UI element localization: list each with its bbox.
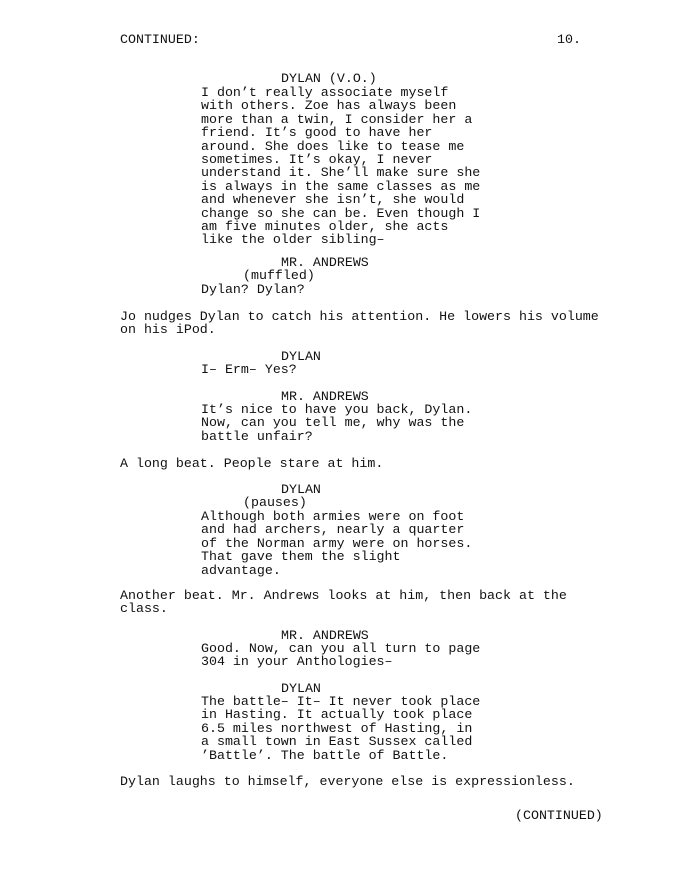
dialogue-line: The battle– It– It never took place <box>201 694 481 709</box>
character-cue: MR. ANDREWS <box>281 389 369 404</box>
action-text: A long beat. People stare at him. <box>120 456 384 471</box>
page-number: 10. <box>557 32 581 47</box>
dialogue-line: Good. Now, can you all turn to page <box>201 641 481 656</box>
parenthetical: (pauses) <box>243 495 307 510</box>
dialogue <box>201 283 491 296</box>
action-text: class. <box>120 601 168 617</box>
dialogue-line: understand it. She’ll make sure she <box>201 165 481 181</box>
action-text: Another beat. Mr. Andrews looks at him, then back at the <box>120 588 567 603</box>
dialogue-line: and had archers, nearly a quarter <box>201 522 465 538</box>
dialogue-line: I– Erm– Yes? <box>201 362 297 377</box>
parenthetical: (muffled) <box>243 268 315 283</box>
dialogue-line: friend. It’s good to have her <box>201 125 433 141</box>
dialogue-line: It’s nice to have you back, Dylan. <box>201 402 473 417</box>
action-text: Jo nudges Dylan to catch his attention. He lowers his volume <box>120 309 599 324</box>
dialogue <box>201 510 491 577</box>
character-cue: DYLAN <box>281 349 321 364</box>
dialogue-line: Although both armies were on foot <box>201 509 465 524</box>
character-cue: DYLAN <box>281 681 321 696</box>
dialogue-line: in Hasting. It actually took place <box>201 707 473 723</box>
dialogue-line: is always in the same classes as me <box>201 178 481 194</box>
action-text: on his iPod. <box>120 322 216 338</box>
dialogue-line: That gave them the slight <box>201 549 401 565</box>
action-line <box>120 310 610 337</box>
dialogue <box>201 642 491 669</box>
action-line <box>120 457 610 470</box>
dialogue-line: a small town in East Sussex called <box>201 734 473 750</box>
dialogue-line: 304 in your Anthologies– <box>201 654 393 670</box>
dialogue-line: with others. Zoe has always been <box>201 98 457 114</box>
dialogue-line: around. She does like to tease me <box>201 138 465 154</box>
character-cue: MR. ANDREWS <box>281 628 369 643</box>
dialogue-line: ’Battle’. The battle of Battle. <box>201 747 449 763</box>
dialogue-line: am five minutes older, she acts <box>201 218 449 234</box>
dialogue-line: 6.5 miles northwest of Hasting, in <box>201 720 473 736</box>
dialogue <box>201 695 491 762</box>
dialogue-line: like the older sibling– <box>201 232 385 248</box>
character-cue: MR. ANDREWS <box>281 255 369 270</box>
action-line <box>120 589 610 616</box>
dialogue <box>201 86 491 247</box>
continued-footer: (CONTINUED) <box>515 808 603 823</box>
dialogue-line: change so she can be. Even though I <box>201 205 481 221</box>
dialogue-line: of the Norman army were on horses. <box>201 535 473 551</box>
dialogue-line: Now, can you tell me, why was the <box>201 415 465 431</box>
dialogue <box>201 403 491 443</box>
dialogue-line: sometimes. It’s okay, I never <box>201 151 433 167</box>
dialogue-line: more than a twin, I consider her a <box>201 111 473 127</box>
dialogue-line: battle unfair? <box>201 428 313 444</box>
action-line <box>120 775 610 788</box>
dialogue-line: Dylan? Dylan? <box>201 282 305 297</box>
dialogue-line: I don’t really associate myself <box>201 85 449 100</box>
dialogue-line: advantage. <box>201 562 281 578</box>
action-text: Dylan laughs to himself, everyone else is expressionless. <box>120 774 575 789</box>
continued-header: CONTINUED: <box>120 32 200 47</box>
character-cue: DYLAN <box>281 482 321 497</box>
dialogue-line: and whenever she isn’t, she would <box>201 192 465 208</box>
character-cue: DYLAN (V.O.) <box>281 71 377 86</box>
dialogue <box>201 363 491 376</box>
